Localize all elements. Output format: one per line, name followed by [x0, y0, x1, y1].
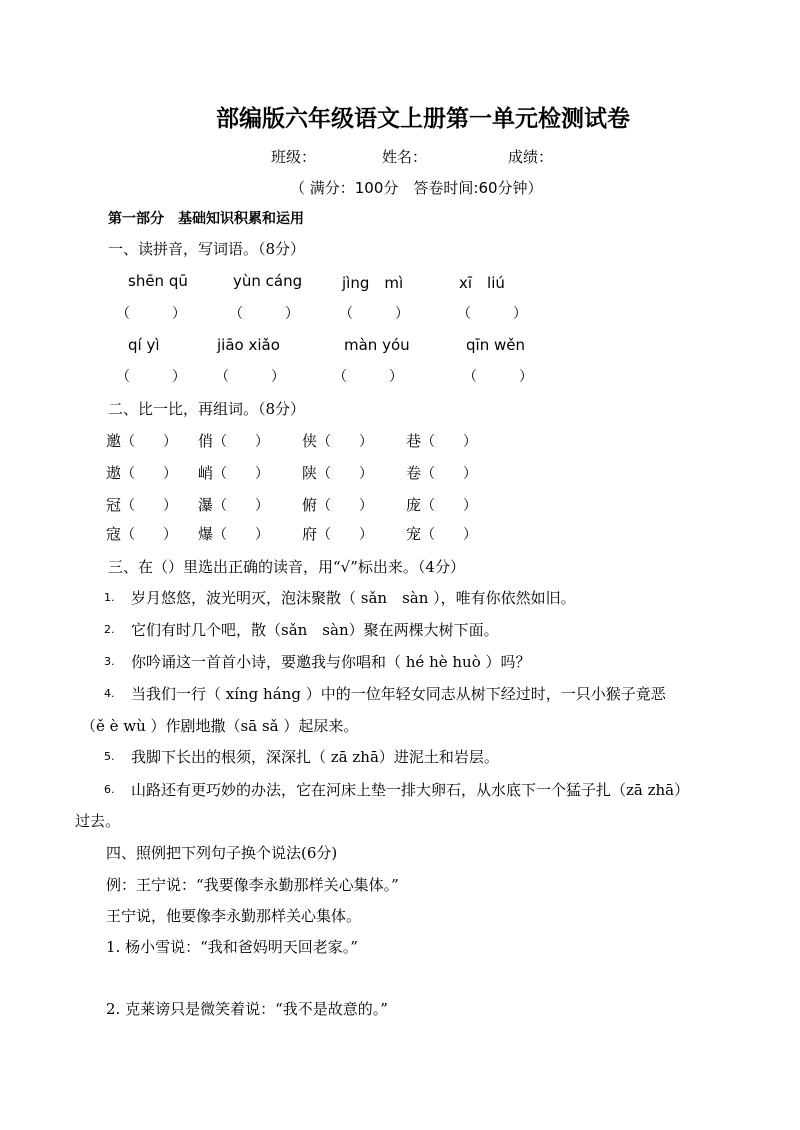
question-item: 岁月悠悠，波光明灭，泡沫聚散（ sǎn sàn ），唯有你依然如旧。 — [131, 589, 576, 607]
class-label: 班级： — [271, 148, 317, 166]
answer-blank[interactable]: （ ） — [317, 466, 374, 482]
item-number: 1. — [104, 591, 115, 604]
scoring-note: （ 满分：100分 答卷时间:60分钟） — [290, 179, 543, 197]
compare-item — [406, 523, 477, 544]
character: 爆 — [198, 525, 214, 543]
question-item-continued: （ě è wù ）作剧地撒（sā sǎ ）起尿来。 — [81, 717, 359, 735]
q4-item: 2. 克莱谤只是微笑着说：“我不是故意的。” — [106, 1000, 388, 1018]
answer-blank[interactable]: （ ） — [213, 498, 270, 514]
answer-blank[interactable]: （ ） — [333, 369, 403, 385]
character: 巷 — [406, 432, 422, 450]
answer-blank[interactable]: （ ） — [213, 466, 270, 482]
compare-item — [302, 494, 373, 515]
compare-item — [198, 523, 269, 544]
pinyin-item: qí yì — [128, 336, 160, 354]
answer-blank[interactable]: （ ） — [116, 369, 186, 385]
compare-item — [302, 462, 373, 483]
name-label: 姓名： — [382, 148, 428, 166]
score-label: 成绩： — [508, 148, 554, 166]
compare-item — [406, 430, 477, 451]
q4-item: 1. 杨小雪说：“我和爸妈明天回老家。” — [106, 938, 358, 956]
answer-blank[interactable]: （ ） — [121, 498, 178, 514]
character: 侠 — [302, 432, 318, 450]
page-title: 部编版六年级语文上册第一单元检测试卷 — [216, 106, 630, 132]
answer-blank[interactable]: （ ） — [421, 527, 478, 543]
character: 峭 — [198, 464, 214, 482]
character: 俯 — [302, 496, 318, 514]
compare-item — [406, 494, 477, 515]
answer-blank[interactable]: （ ） — [121, 527, 178, 543]
q3-heading: 三、在（）里选出正确的读音，用“√”标出来。（4分） — [108, 558, 465, 576]
answer-blank[interactable]: （ ） — [339, 306, 409, 322]
pinyin-item: jiāo xiǎo — [217, 336, 280, 354]
compare-item — [106, 494, 177, 515]
answer-blank[interactable]: （ ） — [421, 498, 478, 514]
item-number: 5. — [104, 750, 115, 763]
question-item: 你吟诵这一首首小诗，要邀我与你唱和（ hé hè huò ）吗？ — [131, 653, 531, 671]
item-number: 6. — [104, 783, 115, 796]
question-item: 山路还有更巧妙的办法，它在河床上垫一排大卵石，从水底下一个猛子扎（zā zhā） — [131, 781, 690, 799]
compare-item — [198, 462, 269, 483]
item-number: 2. — [104, 623, 115, 636]
pinyin-item: jìng mì — [342, 274, 404, 292]
question-item-continued: 过去。 — [75, 812, 121, 830]
example-answer: 王宁说，他要像李永勤那样关心集体。 — [106, 907, 362, 925]
compare-item — [198, 494, 269, 515]
character: 陕 — [302, 464, 318, 482]
answer-blank[interactable]: （ ） — [121, 434, 178, 450]
answer-blank[interactable]: （ ） — [213, 527, 270, 543]
compare-item — [302, 523, 373, 544]
q1-heading: 一、读拼音，写词语。（8分） — [108, 240, 306, 258]
character: 邀 — [106, 432, 122, 450]
pinyin-item: shēn qū — [128, 272, 188, 290]
pinyin-item: xī liú — [459, 274, 505, 292]
q4-heading: 四、照例把下列句子换个说法(6分) — [106, 844, 338, 862]
character: 遨 — [106, 464, 122, 482]
character: 宠 — [406, 525, 422, 543]
question-item: 当我们一行（ xíng háng ）中的一位年轻女同志从树下经过时，一只小猴子竟恶 — [131, 685, 666, 703]
answer-blank[interactable]: （ ） — [421, 466, 478, 482]
compare-item — [406, 462, 477, 483]
answer-blank[interactable]: （ ） — [121, 466, 178, 482]
part-heading: 第一部分 基础知识积累和运用 — [108, 211, 304, 227]
question-item: 它们有时几个吧，散（sǎn sàn）聚在两棵大树下面。 — [131, 621, 499, 639]
answer-blank[interactable]: （ ） — [463, 369, 533, 385]
answer-blank[interactable]: （ ） — [229, 306, 299, 322]
answer-blank[interactable]: （ ） — [213, 434, 270, 450]
character: 庞 — [406, 496, 422, 514]
character: 卷 — [406, 464, 422, 482]
answer-blank[interactable]: （ ） — [421, 434, 478, 450]
q2-heading: 二、比一比，再组词。（8分） — [108, 400, 306, 418]
pinyin-item: qīn wěn — [466, 336, 525, 354]
example-sentence: 例：王宁说：“我要像李永勤那样关心集体。” — [106, 876, 399, 894]
answer-blank[interactable]: （ ） — [116, 306, 186, 322]
compare-item — [106, 523, 177, 544]
answer-blank[interactable]: （ ） — [317, 434, 374, 450]
answer-blank[interactable]: （ ） — [317, 527, 374, 543]
character: 府 — [302, 525, 318, 543]
pinyin-item: yùn cáng — [233, 272, 303, 290]
pinyin-item: màn yóu — [344, 336, 410, 354]
answer-blank[interactable]: （ ） — [317, 498, 374, 514]
item-number: 4. — [104, 687, 115, 700]
character: 瀑 — [198, 496, 214, 514]
question-item: 我脚下长出的根须，深深扎（ zā zhā）进泥土和岩层。 — [131, 748, 499, 766]
character: 寇 — [106, 525, 122, 543]
compare-item — [302, 430, 373, 451]
compare-item — [106, 430, 177, 451]
answer-blank[interactable]: （ ） — [215, 369, 285, 385]
answer-blank[interactable]: （ ） — [457, 306, 527, 322]
compare-item — [198, 430, 269, 451]
character: 冠 — [106, 496, 122, 514]
item-number: 3. — [104, 655, 115, 668]
compare-item — [106, 462, 177, 483]
character: 俏 — [198, 432, 214, 450]
